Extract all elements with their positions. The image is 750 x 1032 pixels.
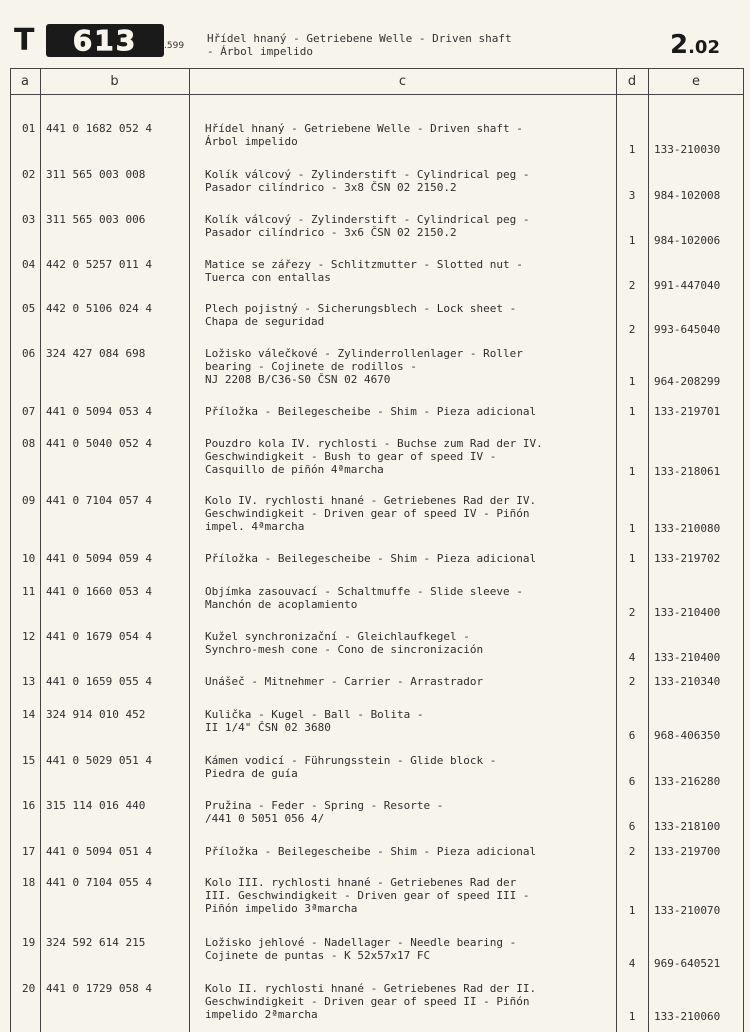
- description-line: Kámen vodicí - Führungsstein - Glide block -: [205, 754, 497, 767]
- part-description: [205, 437, 543, 476]
- catalog-code: 133-210400: [654, 606, 721, 619]
- quantity: 1: [628, 1010, 636, 1023]
- part-number: 442 0 5106 024 4: [46, 302, 152, 315]
- catalog-code: 133-219702: [654, 552, 721, 565]
- part-number: 311 565 003 006: [46, 213, 146, 226]
- quantity: 1: [628, 465, 636, 478]
- logo-badge: [46, 24, 164, 57]
- position-number: 09: [22, 494, 36, 507]
- quantity: 1: [628, 143, 636, 156]
- description-line: Geschwindigkeit - Driven gear of speed II - Piñón: [205, 995, 530, 1008]
- column-header-a: a: [21, 74, 29, 89]
- part-number: 441 0 1679 054 4: [46, 630, 152, 643]
- column-header-b: b: [110, 74, 119, 89]
- position-number: 12: [22, 630, 36, 643]
- part-number: 441 0 7104 055 4: [46, 876, 152, 889]
- catalog-code: 133-210340: [654, 675, 721, 688]
- quantity: 2: [628, 845, 636, 858]
- description-line: Cojinete de puntas - K 52x57x17 FC: [205, 949, 431, 962]
- catalog-code: 984-102006: [654, 234, 721, 247]
- part-number: 315 114 016 440: [46, 799, 146, 812]
- description-line: Kulička - Kugel - Ball - Bolita -: [205, 708, 424, 721]
- description-line: Ložisko jehlové - Nadellager - Needle bearing -: [205, 936, 517, 949]
- catalog-code: 133-216280: [654, 775, 721, 788]
- part-description: [205, 213, 530, 239]
- quantity: 6: [628, 775, 636, 788]
- position-number: 05: [22, 302, 36, 315]
- part-description: [205, 982, 536, 1021]
- description-line: impel. 4ªmarcha: [205, 520, 305, 533]
- part-number: 441 0 1659 055 4: [46, 675, 152, 688]
- description-line: Pružina - Feder - Spring - Resorte -: [205, 799, 444, 812]
- column-divider: [40, 68, 41, 1032]
- description-line: Ložisko válečkové - Zylinderrollenlager - Roller: [205, 347, 523, 360]
- part-number: 324 914 010 452: [46, 708, 146, 721]
- position-number: 08: [22, 437, 36, 450]
- description-line: Synchro-mesh cone - Cono de sincronización: [205, 643, 484, 656]
- description-line: Árbol impelido: [205, 135, 298, 148]
- part-description: [205, 708, 424, 734]
- column-divider: [189, 68, 190, 1032]
- column-header-e: e: [692, 74, 700, 89]
- part-number: 441 0 5040 052 4: [46, 437, 152, 450]
- description-line: bearing - Cojinete de rodillos -: [205, 360, 417, 373]
- logo-suffix: .599: [164, 41, 185, 51]
- position-number: 18: [22, 876, 36, 889]
- description-line: Matice se zářezy - Schlitzmutter - Slotted nut -: [205, 258, 523, 271]
- part-description: [205, 799, 443, 825]
- quantity: 2: [628, 606, 636, 619]
- quantity: 6: [628, 729, 636, 742]
- position-number: 10: [22, 552, 36, 565]
- part-number: 442 0 5257 011 4: [46, 258, 152, 271]
- position-number: 11: [22, 585, 36, 598]
- position-number: 01: [22, 122, 36, 135]
- description-line: Geschwindigkeit - Bush to gear of speed IV -: [205, 450, 497, 463]
- page-number-sub: .02: [688, 37, 720, 58]
- description-line: Piñón impelido 3ªmarcha: [205, 902, 358, 915]
- description-line: Chapa de seguridad: [205, 315, 325, 328]
- catalog-code: 984-102008: [654, 189, 721, 202]
- part-description: [205, 552, 536, 565]
- part-description: [205, 122, 523, 148]
- description-line: Kužel synchronizační - Gleichlaufkegel -: [205, 630, 470, 643]
- part-description: [205, 168, 530, 194]
- part-description: [205, 585, 523, 611]
- position-number: 04: [22, 258, 36, 271]
- description-line: /441 0 5051 056 4/: [205, 812, 325, 825]
- position-number: 19: [22, 936, 36, 949]
- catalog-code: 133-218061: [654, 465, 721, 478]
- logo-number: 613: [72, 24, 138, 57]
- position-number: 16: [22, 799, 36, 812]
- quantity: 2: [628, 323, 636, 336]
- page-number-main: 2: [670, 30, 689, 60]
- page-title-line-1: Hřídel hnaný - Getriebene Welle - Driven shaft: [207, 32, 512, 45]
- description-line: Příložka - Beilegescheibe - Shim - Pieza adicional: [205, 405, 537, 418]
- part-number: 441 0 1682 052 4: [46, 122, 152, 135]
- header-divider: [10, 94, 744, 95]
- catalog-code: 133-210030: [654, 143, 721, 156]
- position-number: 03: [22, 213, 36, 226]
- description-line: Kolík válcový - Zylinderstift - Cylindrical peg -: [205, 168, 530, 181]
- part-description: [205, 754, 496, 780]
- column-header-d: d: [627, 74, 637, 89]
- description-line: Pouzdro kola IV. rychlosti - Buchse zum Rad der IV.: [205, 437, 543, 450]
- position-number: 02: [22, 168, 36, 181]
- description-line: Kolo IV. rychlosti hnané - Getriebenes Rad der IV.: [205, 494, 537, 507]
- description-line: Pasador cilíndrico - 3x8 ČSN 02 2150.2: [205, 181, 457, 194]
- description-line: impelido 2ªmarcha: [205, 1008, 318, 1021]
- part-number: 324 427 084 698: [46, 347, 146, 360]
- part-description: [205, 405, 536, 418]
- part-number: 441 0 5094 053 4: [46, 405, 152, 418]
- quantity: 4: [628, 651, 636, 664]
- part-description: [205, 347, 523, 386]
- part-number: 441 0 1660 053 4: [46, 585, 152, 598]
- position-number: 07: [22, 405, 36, 418]
- quantity: 2: [628, 675, 636, 688]
- part-number: 311 565 003 008: [46, 168, 146, 181]
- part-description: [205, 494, 536, 533]
- catalog-code: 991-447040: [654, 279, 721, 292]
- description-line: Objímka zasouvací - Schaltmuffe - Slide sleeve -: [205, 585, 523, 598]
- page-header: [0, 0, 750, 66]
- description-line: Kolo II. rychlosti hnané - Getriebenes Rad der II.: [205, 982, 537, 995]
- catalog-code: 133-219701: [654, 405, 721, 418]
- catalog-code: 969-640521: [654, 957, 721, 970]
- position-number: 14: [22, 708, 36, 721]
- description-line: Casquillo de piñón 4ªmarcha: [205, 463, 384, 476]
- catalog-code: 133-219700: [654, 845, 721, 858]
- position-number: 20: [22, 982, 36, 995]
- description-line: Piedra de guía: [205, 767, 298, 780]
- description-line: NJ 2208 B/C36-S0 ČSN 02 4670: [205, 373, 391, 386]
- description-line: Geschwindigkeit - Driven gear of speed IV - Piñón: [205, 507, 530, 520]
- part-description: [205, 258, 523, 284]
- description-line: Tuerca con entallas: [205, 271, 331, 284]
- logo-letter: T: [14, 23, 34, 58]
- description-line: Pasador cilíndrico - 3x6 ČSN 02 2150.2: [205, 226, 457, 239]
- part-description: [205, 630, 483, 656]
- catalog-code: 993-645040: [654, 323, 721, 336]
- page-number: [670, 30, 720, 60]
- column-header-c: c: [398, 74, 407, 89]
- quantity: 1: [628, 405, 636, 418]
- description-line: Příložka - Beilegescheibe - Shim - Pieza adicional: [205, 845, 537, 858]
- part-description: [205, 876, 530, 915]
- column-divider: [616, 68, 617, 1032]
- part-description: [205, 936, 516, 962]
- position-number: 06: [22, 347, 36, 360]
- quantity: 6: [628, 820, 636, 833]
- part-number: 441 0 7104 057 4: [46, 494, 152, 507]
- position-number: 13: [22, 675, 36, 688]
- description-line: Kolík válcový - Zylinderstift - Cylindrical peg -: [205, 213, 530, 226]
- catalog-code: 964-208299: [654, 375, 721, 388]
- description-line: Kolo III. rychlosti hnané - Getriebenes Rad der: [205, 876, 517, 889]
- part-description: [205, 845, 536, 858]
- part-description: [205, 302, 516, 328]
- quantity: 1: [628, 522, 636, 535]
- catalog-code: 968-406350: [654, 729, 721, 742]
- catalog-code: 133-210400: [654, 651, 721, 664]
- position-number: 17: [22, 845, 36, 858]
- part-number: 441 0 1729 058 4: [46, 982, 152, 995]
- description-line: II 1/4" ČSN 02 3680: [205, 721, 331, 734]
- quantity: 1: [628, 234, 636, 247]
- part-number: 441 0 5094 051 4: [46, 845, 152, 858]
- description-line: Plech pojistný - Sicherungsblech - Lock sheet -: [205, 302, 517, 315]
- description-line: Unášeč - Mitnehmer - Carrier - Arrastrador: [205, 675, 484, 688]
- catalog-code: 133-210060: [654, 1010, 721, 1023]
- description-line: Hřídel hnaný - Getriebene Welle - Driven shaft -: [205, 122, 523, 135]
- description-line: Příložka - Beilegescheibe - Shim - Pieza adicional: [205, 552, 537, 565]
- quantity: 4: [628, 957, 636, 970]
- part-description: [205, 675, 483, 688]
- column-divider: [648, 68, 649, 1032]
- catalog-code: 133-210080: [654, 522, 721, 535]
- quantity: 1: [628, 375, 636, 388]
- quantity: 3: [628, 189, 636, 202]
- quantity: 1: [628, 904, 636, 917]
- page-title-line-2: - Árbol impelido: [207, 45, 313, 58]
- catalog-code: 133-210070: [654, 904, 721, 917]
- description-line: III. Geschwindigkeit - Driven gear of speed III -: [205, 889, 530, 902]
- part-number: 324 592 614 215: [46, 936, 146, 949]
- catalog-code: 133-218100: [654, 820, 721, 833]
- quantity: 1: [628, 552, 636, 565]
- part-number: 441 0 5094 059 4: [46, 552, 152, 565]
- position-number: 15: [22, 754, 36, 767]
- part-number: 441 0 5029 051 4: [46, 754, 152, 767]
- quantity: 2: [628, 279, 636, 292]
- description-line: Manchón de acoplamiento: [205, 598, 358, 611]
